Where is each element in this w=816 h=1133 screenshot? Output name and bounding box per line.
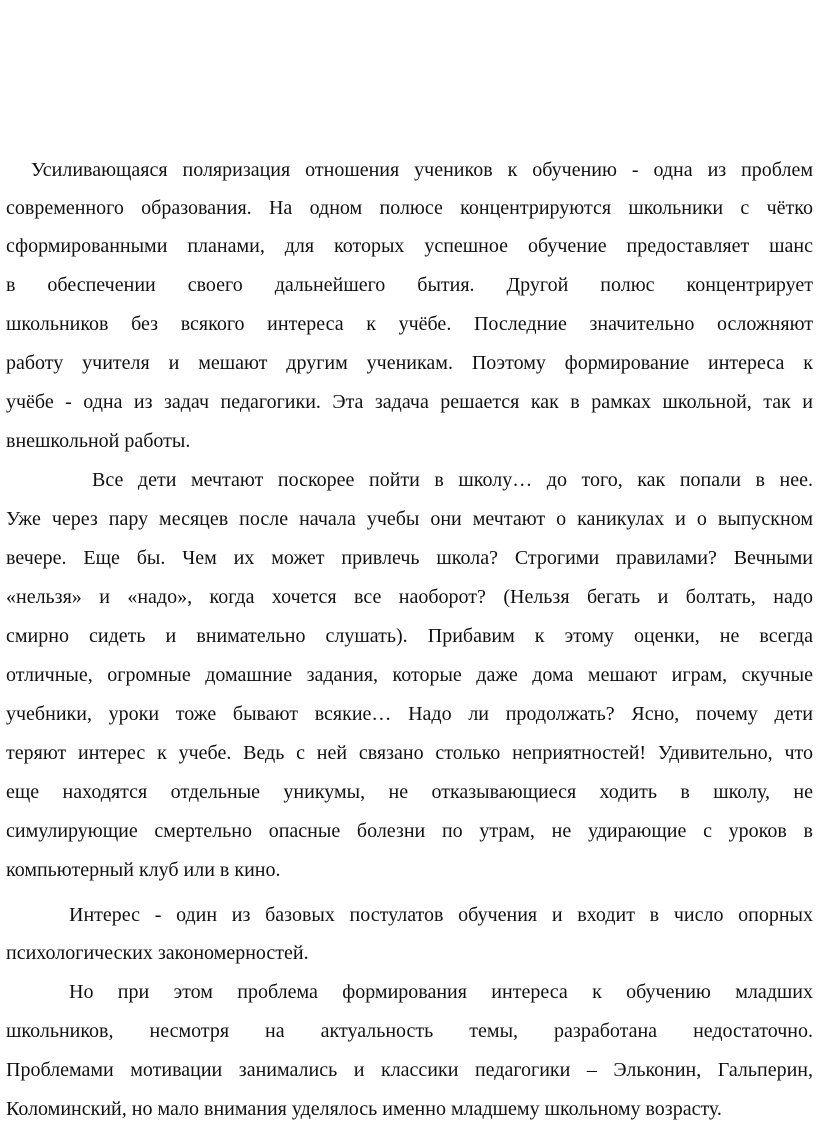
paragraph-1-line-2: современного образования. На одном полюсе концентрируются школьники с чётко bbox=[6, 197, 813, 219]
paragraph-1-line-3: сформированными планами, для которых успешное обучение предоставляет шанс bbox=[6, 235, 813, 257]
paragraph-2-line-2: Уже через пару месяцев после начала учебы они мечтают о каникулах и о выпускном bbox=[6, 508, 813, 530]
paragraph-2-line-4: «нельзя» и «надо», когда хочется все наоборот? (Нельзя бегать и болтать, надо bbox=[6, 586, 813, 608]
paragraph-1-line-1: Усиливающаяся поляризация отношения учеников к обучению - одна из проблем bbox=[31, 159, 813, 181]
paragraph-3-line-2: психологических закономерностей. bbox=[6, 942, 309, 964]
paragraph-1-line-7: учёбе - одна из задач педагогики. Эта задача решается как в рамках школьной, так и bbox=[6, 391, 813, 413]
paragraph-2-line-10: симулирующие смертельно опасные болезни по утрам, не удирающие с уроков в bbox=[6, 820, 813, 842]
paragraph-4-line-2: школьников, несмотря на актуальность темы, разработана недостаточно. bbox=[6, 1020, 813, 1042]
paragraph-2-line-6: отличные, огромные домашние задания, которые даже дома мешают играм, скучные bbox=[6, 664, 813, 686]
paragraph-1-line-4: в обеспечении своего дальнейшего бытия. Другой полюс концентрирует bbox=[6, 274, 813, 296]
paragraph-1-line-6: работу учителя и мешают другим ученикам. Поэтому формирование интереса к bbox=[6, 352, 813, 374]
paragraph-2-line-1: Все дети мечтают поскорее пойти в школу… до того, как попали в нее. bbox=[92, 469, 813, 491]
paragraph-2-line-8: теряют интерес к учебе. Ведь с ней связано столько неприятностей! Удивительно, что bbox=[6, 742, 813, 764]
paragraph-4-line-3: Проблемами мотивации занимались и классики педагогики – Эльконин, Гальперин, bbox=[6, 1059, 813, 1081]
paragraph-3-line-1: Интерес - один из базовых постулатов обучения и входит в число опорных bbox=[69, 904, 813, 926]
paragraph-2-line-5: смирно сидеть и внимательно слушать). Прибавим к этому оценки, не всегда bbox=[6, 625, 813, 647]
paragraph-1-line-8: внешкольной работы. bbox=[6, 430, 191, 452]
paragraph-4-line-1: Но при этом проблема формирования интереса к обучению младших bbox=[69, 981, 813, 1003]
paragraph-1-line-5: школьников без всякого интереса к учёбе. Последние значительно осложняют bbox=[6, 313, 813, 335]
paragraph-2-line-9: еще находятся отдельные уникумы, не отказывающиеся ходить в школу, не bbox=[6, 781, 813, 803]
paragraph-2-line-7: учебники, уроки тоже бывают всякие… Надо ли продолжать? Ясно, почему дети bbox=[6, 703, 813, 725]
paragraph-2-line-3: вечере. Еще бы. Чем их может привлечь школа? Строгими правилами? Вечными bbox=[6, 547, 813, 569]
paragraph-4-line-4: Коломинский, но мало внимания уделялось именно младшему школьному возрасту. bbox=[6, 1098, 722, 1120]
paragraph-2-line-11: компьютерный клуб или в кино. bbox=[6, 859, 281, 881]
